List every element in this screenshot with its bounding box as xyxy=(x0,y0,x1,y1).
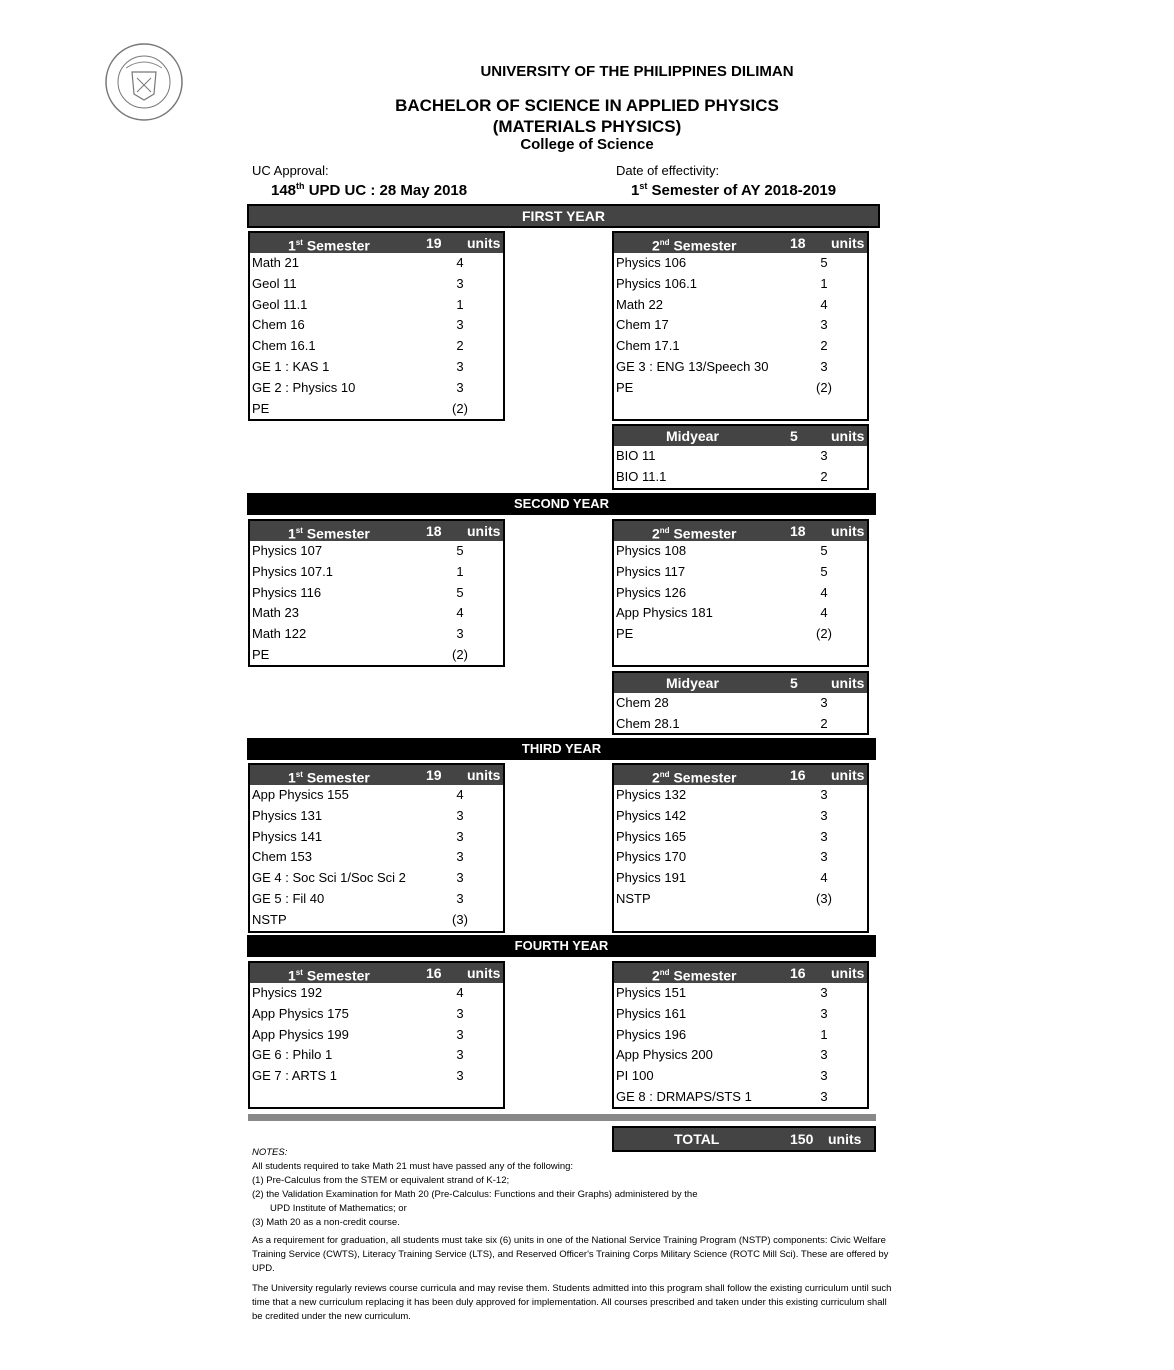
semester-header xyxy=(614,963,867,983)
course-units: (2) xyxy=(452,400,468,416)
semester-units: 18 xyxy=(790,235,806,251)
course-row xyxy=(250,378,503,399)
course-name: Chem 17 xyxy=(616,317,669,333)
semester-label: 2nd Semester xyxy=(652,967,737,984)
course-name: Chem 153 xyxy=(252,849,312,865)
course-name: GE 1 : KAS 1 xyxy=(252,358,330,374)
course-name: PE xyxy=(616,626,634,642)
course-name: GE 4 : Soc Sci 1/Soc Sci 2 xyxy=(252,870,406,886)
semester-header xyxy=(614,765,867,785)
course-units: 3 xyxy=(456,1005,464,1021)
course-row xyxy=(250,983,503,1004)
course-row xyxy=(250,827,503,848)
course-row xyxy=(614,336,867,357)
course-row xyxy=(250,253,503,274)
semester-header xyxy=(614,426,867,446)
course-name: Chem 17.1 xyxy=(616,338,680,354)
semester-header xyxy=(614,673,867,693)
course-row xyxy=(614,714,867,735)
university-name: UNIVERSITY OF THE PHILIPPINES DILIMAN xyxy=(480,63,794,80)
course-row xyxy=(250,315,503,336)
course-row xyxy=(614,253,867,274)
course-units: (2) xyxy=(816,379,832,395)
course-row xyxy=(614,1066,867,1087)
course-units: 3 xyxy=(820,448,828,463)
course-units: 3 xyxy=(456,807,464,823)
degree-title xyxy=(0,95,1174,137)
course-row xyxy=(614,295,867,316)
semester-header xyxy=(250,233,503,253)
semester-units-label: units xyxy=(467,235,501,251)
course-row xyxy=(250,868,503,889)
course-row xyxy=(614,889,867,910)
course-row xyxy=(614,624,867,645)
second-year-sem2 xyxy=(612,519,869,667)
course-units: 3 xyxy=(456,870,464,886)
semester-units: 16 xyxy=(426,965,442,981)
semester-label: 1st Semester xyxy=(288,967,370,984)
course-row xyxy=(614,378,867,399)
course-name: NSTP xyxy=(252,911,287,927)
course-name: Physics 170 xyxy=(616,849,687,865)
semester-label: 1st Semester xyxy=(288,237,370,254)
course-name: App Physics 181 xyxy=(616,605,713,621)
course-name: Geol 11.1 xyxy=(252,296,308,312)
course-units: (3) xyxy=(452,911,468,927)
course-row xyxy=(250,336,503,357)
course-units: 3 xyxy=(456,849,464,865)
course-name: BIO 11 xyxy=(616,448,656,463)
semester-label: 2nd Semester xyxy=(652,237,737,254)
course-row xyxy=(614,1004,867,1025)
semester-units: 16 xyxy=(790,965,806,981)
course-name: GE 5 : Fil 40 xyxy=(252,890,325,906)
semester-header xyxy=(250,963,503,983)
course-row xyxy=(250,910,503,931)
course-row xyxy=(250,274,503,295)
course-row xyxy=(614,693,867,714)
course-name: Chem 16 xyxy=(252,317,305,333)
course-units: 5 xyxy=(456,543,464,558)
semester-label: 1st Semester xyxy=(288,525,370,542)
semester-units: 19 xyxy=(426,235,442,251)
course-units: 3 xyxy=(456,626,464,642)
course-name: Physics 131 xyxy=(252,807,323,823)
course-name: Physics 165 xyxy=(616,828,687,844)
semester-units: 19 xyxy=(426,767,442,783)
course-name: NSTP xyxy=(616,890,651,906)
semester-header xyxy=(614,233,867,253)
course-row xyxy=(614,446,867,467)
note-line: (1) Pre-Calculus from the STEM or equivalent strand of K-12; xyxy=(252,1175,510,1186)
course-row xyxy=(614,847,867,868)
course-name: PE xyxy=(252,400,270,416)
course-units: 3 xyxy=(456,275,464,291)
semester-units: 5 xyxy=(790,428,798,444)
course-units: 5 xyxy=(820,563,828,579)
semester-label: Midyear xyxy=(666,428,719,444)
course-units: 3 xyxy=(820,1068,828,1084)
semester-units-label: units xyxy=(467,767,501,783)
degree-line-2: (MATERIALS PHYSICS) xyxy=(492,117,682,136)
course-name: Math 21 xyxy=(252,255,299,270)
course-units: 3 xyxy=(456,1047,464,1063)
course-row xyxy=(614,562,867,583)
course-name: Physics 132 xyxy=(616,787,687,802)
course-units: 1 xyxy=(456,563,464,579)
course-units: 4 xyxy=(820,296,828,312)
effectivity-value: 1st Semester of AY 2018-2019 xyxy=(631,181,837,199)
course-units: 3 xyxy=(456,379,464,395)
course-row xyxy=(614,806,867,827)
notes-block xyxy=(252,1146,892,1230)
course-units: 5 xyxy=(456,584,464,600)
course-name: Chem 16.1 xyxy=(252,338,316,354)
course-row xyxy=(250,1004,503,1025)
total-label: TOTAL xyxy=(674,1131,720,1147)
semester-units: 18 xyxy=(790,523,806,539)
third-year-sem1 xyxy=(248,763,505,933)
course-name: Chem 28 xyxy=(616,695,669,710)
course-units: 4 xyxy=(456,255,464,270)
course-units: 4 xyxy=(820,605,828,621)
course-row xyxy=(250,806,503,827)
semester-units: 5 xyxy=(790,675,798,691)
course-name: Physics 106 xyxy=(616,255,687,270)
course-name: GE 2 : Physics 10 xyxy=(252,379,356,395)
course-units: 2 xyxy=(820,468,828,484)
total-value: 150 xyxy=(790,1131,814,1147)
course-name: PI 100 xyxy=(616,1068,654,1084)
course-units: 2 xyxy=(820,715,828,731)
year-bar-first: FIRST YEAR xyxy=(247,204,880,228)
semester-units-label: units xyxy=(467,965,501,981)
notes-heading: NOTES: xyxy=(252,1147,288,1158)
course-units: 3 xyxy=(820,1005,828,1021)
semester-label: 2nd Semester xyxy=(652,769,737,786)
course-name: Physics 107.1 xyxy=(252,563,333,579)
second-year-sem1 xyxy=(248,519,505,667)
course-name: Physics 116 xyxy=(252,584,322,600)
course-name: Physics 117 xyxy=(616,563,686,579)
course-row xyxy=(614,868,867,889)
course-units: 3 xyxy=(456,1068,464,1084)
curriculum-note: The University regularly reviews course curricula and may revise them. Students admitted into this program shall follow the existing curriculum until such time that a new curriculum replacing it has been duly approved for implementation. All courses prescribed and taken under this existing curriculum shall be credited under the new curriculum. xyxy=(252,1283,892,1322)
semester-units-label: units xyxy=(831,965,865,981)
divider-bar xyxy=(248,1114,876,1121)
course-row xyxy=(614,541,867,562)
course-row xyxy=(250,1045,503,1066)
third-year-sem2 xyxy=(612,763,869,933)
first-year-sem1 xyxy=(248,231,505,421)
first-year-midyear xyxy=(612,424,869,490)
approval-label: UC Approval: xyxy=(252,163,329,178)
note-line: (3) Math 20 as a non-credit course. xyxy=(252,1217,400,1228)
course-row xyxy=(250,1025,503,1046)
approval-value: 148th UPD UC : 28 May 2018 xyxy=(271,181,468,199)
college-name: College of Science xyxy=(520,136,654,153)
course-row xyxy=(250,399,503,420)
course-name: Physics 161 xyxy=(616,1005,687,1021)
course-name: Physics 108 xyxy=(616,543,687,558)
course-row xyxy=(614,603,867,624)
course-name: Physics 141 xyxy=(252,828,323,844)
nstp-note: As a requirement for graduation, all students must take six (6) units in one of the National Service Training Program (NSTP) components: Civic Welfare Training Service (CWTS), Literacy Training Service (LTS), and Reserved Officer's Training Corps Military Science (ROTC Mill Sci). These are offered by UPD. xyxy=(252,1235,889,1274)
course-row xyxy=(614,315,867,336)
course-row xyxy=(250,785,503,806)
effectivity-label: Date of effectivity: xyxy=(616,163,720,178)
course-units: 3 xyxy=(820,787,828,802)
course-units: 2 xyxy=(820,338,828,354)
course-row xyxy=(250,541,503,562)
course-row xyxy=(250,357,503,378)
course-name: BIO 11.1 xyxy=(616,468,667,484)
first-year-sem2 xyxy=(612,231,869,421)
year-bar-second: SECOND YEAR xyxy=(247,493,876,515)
course-units: 3 xyxy=(820,807,828,823)
course-row xyxy=(250,624,503,645)
semester-units-label: units xyxy=(831,523,865,539)
course-name: Geol 11 xyxy=(252,275,297,291)
semester-header xyxy=(250,521,503,541)
semester-header xyxy=(250,765,503,785)
course-name: GE 8 : DRMAPS/STS 1 xyxy=(616,1088,752,1104)
course-name: PE xyxy=(252,646,270,662)
course-row xyxy=(250,847,503,868)
course-units: 3 xyxy=(820,1088,828,1104)
course-units: 1 xyxy=(820,1026,828,1042)
semester-label: Midyear xyxy=(666,675,719,691)
course-units: 1 xyxy=(456,296,464,312)
course-units: 3 xyxy=(456,1026,464,1042)
course-row xyxy=(614,1045,867,1066)
course-units: 2 xyxy=(456,338,464,354)
course-name: App Physics 200 xyxy=(616,1047,713,1063)
semester-units: 18 xyxy=(426,523,442,539)
course-row xyxy=(250,603,503,624)
semester-label: 2nd Semester xyxy=(652,525,737,542)
course-row xyxy=(614,1025,867,1046)
course-units: 4 xyxy=(456,787,464,802)
course-name: Physics 191 xyxy=(616,870,687,886)
course-units: 1 xyxy=(820,275,828,291)
course-units: 4 xyxy=(820,584,828,600)
fourth-year-sem1 xyxy=(248,961,505,1109)
course-row xyxy=(614,827,867,848)
semester-units-label: units xyxy=(831,428,865,444)
course-units: (2) xyxy=(452,646,468,662)
course-name: Math 122 xyxy=(252,626,307,642)
course-name: Physics 196 xyxy=(616,1026,687,1042)
course-units: 3 xyxy=(820,317,828,333)
year-bar-third: THIRD YEAR xyxy=(247,738,876,760)
course-units: 3 xyxy=(820,695,828,710)
semester-units-label: units xyxy=(467,523,501,539)
course-name: Physics 151 xyxy=(616,985,687,1000)
total-units-label: units xyxy=(828,1131,862,1147)
course-units: 5 xyxy=(820,255,828,270)
note-line: All students required to take Math 21 must have passed any of the following: xyxy=(252,1161,574,1172)
course-units: (2) xyxy=(816,626,832,642)
course-units: 5 xyxy=(820,543,828,558)
course-units: 3 xyxy=(820,1047,828,1063)
semester-units-label: units xyxy=(831,767,865,783)
course-name: App Physics 175 xyxy=(252,1005,349,1021)
course-name: Math 22 xyxy=(616,296,663,312)
semester-header xyxy=(614,521,867,541)
course-row xyxy=(250,295,503,316)
course-row xyxy=(614,1087,867,1108)
course-units: 4 xyxy=(820,870,828,886)
course-name: Physics 106.1 xyxy=(616,275,697,291)
course-row xyxy=(614,583,867,604)
course-name: Math 23 xyxy=(252,605,299,621)
course-name: Physics 192 xyxy=(252,985,323,1000)
semester-units-label: units xyxy=(831,235,865,251)
course-units: 3 xyxy=(820,985,828,1000)
semester-label: 1st Semester xyxy=(288,769,370,786)
course-name: Chem 28.1 xyxy=(616,715,680,731)
semester-units: 16 xyxy=(790,767,806,783)
course-units: 3 xyxy=(456,358,464,374)
year-bar-fourth: FOURTH YEAR xyxy=(247,935,876,957)
course-units: 3 xyxy=(820,828,828,844)
course-row xyxy=(250,583,503,604)
course-name: App Physics 199 xyxy=(252,1026,349,1042)
course-units: 3 xyxy=(820,849,828,865)
course-row xyxy=(250,889,503,910)
course-name: Physics 107 xyxy=(252,543,323,558)
course-row xyxy=(614,357,867,378)
fourth-year-sem2 xyxy=(612,961,869,1109)
course-name: Physics 126 xyxy=(616,584,687,600)
course-row xyxy=(614,467,867,488)
course-units: 3 xyxy=(456,317,464,333)
course-name: Physics 142 xyxy=(616,807,687,823)
course-units: 3 xyxy=(456,828,464,844)
course-units: 4 xyxy=(456,605,464,621)
course-row xyxy=(250,1066,503,1087)
course-units: 3 xyxy=(820,358,828,374)
semester-units-label: units xyxy=(831,675,865,691)
course-name: App Physics 155 xyxy=(252,787,349,802)
course-row xyxy=(614,983,867,1004)
course-name: GE 3 : ENG 13/Speech 30 xyxy=(616,358,769,374)
course-name: GE 7 : ARTS 1 xyxy=(252,1068,338,1084)
course-units: 3 xyxy=(456,890,464,906)
course-units: (3) xyxy=(816,890,832,906)
second-year-midyear xyxy=(612,671,869,735)
course-row xyxy=(614,274,867,295)
course-row xyxy=(250,562,503,583)
course-units: 4 xyxy=(456,985,464,1000)
course-row xyxy=(250,645,503,666)
course-name: PE xyxy=(616,379,634,395)
note-line: (2) the Validation Examination for Math 20 (Pre-Calculus: Functions and their Graphs) administered by the xyxy=(252,1189,698,1200)
degree-line-1: BACHELOR OF SCIENCE IN APPLIED PHYSICS xyxy=(395,96,779,115)
note-line: UPD Institute of Mathematics; or xyxy=(270,1203,407,1214)
course-name: GE 6 : Philo 1 xyxy=(252,1047,333,1063)
course-row xyxy=(614,785,867,806)
